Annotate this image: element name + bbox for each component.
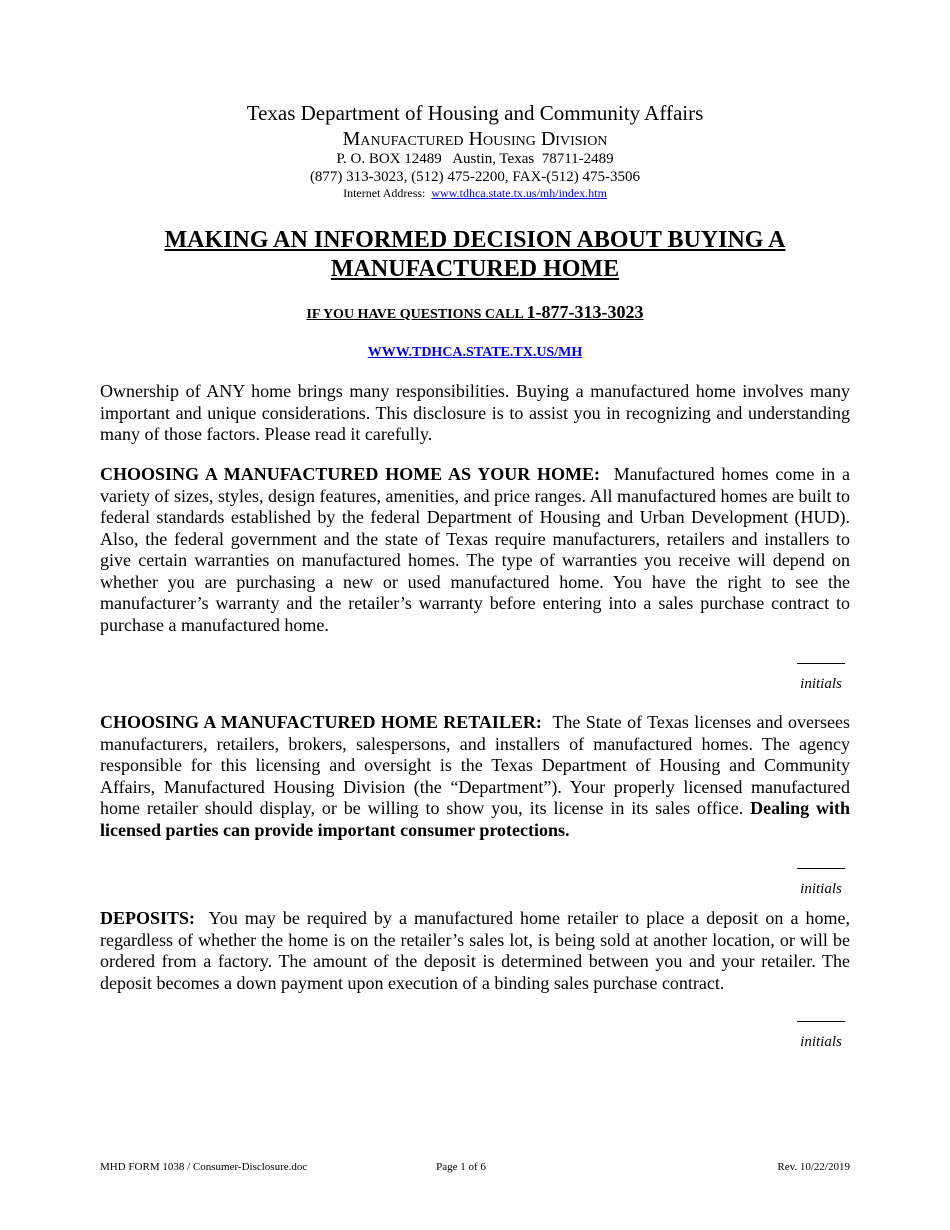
internet-address-label: Internet Address: bbox=[343, 186, 426, 200]
initials-line[interactable] bbox=[797, 663, 845, 664]
questions-call-label: IF YOU HAVE QUESTIONS CALL bbox=[306, 307, 527, 322]
internet-address-link[interactable]: www.tdhca.state.tx.us/mh/index.htm bbox=[431, 186, 607, 200]
phone-numbers: (877) 313-3023, (512) 475-2200, FAX-(512) 475-3506 bbox=[309, 169, 641, 185]
section-heading: CHOOSING A MANUFACTURED HOME RETAILER: bbox=[100, 712, 542, 732]
initials-label: initials bbox=[800, 676, 842, 692]
section-body: Manufactured homes come in a variety of sizes, styles, design features, amenities, and price ranges. All manufactured homes are built to federal standards established by the federal Department of Housing and Urban Development (HUD). Also, the federal government and the state of Texas require manufacturers, retailers and installers to give certain warranties on manufactured homes. The type of warranties you receive will depend on whether you are purchasing a new or used manufactured home. You have the right to see the manufacturer’s warranty and the retailer’s warranty before entering into a sales purchase contract to purchase a manufactured home. bbox=[100, 464, 850, 635]
page-title-line-1: MAKING AN INFORMED DECISION ABOUT BUYING A bbox=[164, 227, 786, 253]
footer-page-number: Page 1 of 6 bbox=[436, 1161, 486, 1173]
initials-block[interactable] bbox=[797, 663, 845, 693]
division-name: Manufactured Housing Division bbox=[342, 128, 608, 150]
mailing-address: P. O. BOX 12489 Austin, Texas 78711-2489 bbox=[336, 151, 614, 167]
initials-label: initials bbox=[800, 881, 842, 897]
footer-revision: Rev. 10/22/2019 bbox=[777, 1161, 850, 1173]
initials-block[interactable] bbox=[797, 868, 845, 898]
initials-line[interactable] bbox=[797, 868, 845, 869]
website-link[interactable]: WWW.TDHCA.STATE.TX.US/MH bbox=[367, 345, 583, 360]
section-choosing-home bbox=[100, 464, 850, 636]
initials-line[interactable] bbox=[797, 1021, 845, 1022]
initials-block[interactable] bbox=[797, 1021, 845, 1051]
section-heading: DEPOSITS: bbox=[100, 908, 196, 928]
section-emphasis: Dealing with licensed parties can provide important consumer protections. bbox=[100, 798, 850, 840]
page-title-line-2: MANUFACTURED HOME bbox=[330, 256, 620, 282]
section-deposits bbox=[100, 908, 850, 994]
section-heading: CHOOSING A MANUFACTURED HOME AS YOUR HOME: bbox=[100, 464, 601, 484]
questions-call-phone: 1-877-313-3023 bbox=[526, 302, 644, 322]
internet-address bbox=[100, 185, 850, 201]
initials-label: initials bbox=[800, 1034, 842, 1050]
questions-call bbox=[100, 302, 850, 323]
page-title bbox=[100, 226, 850, 284]
agency-name: Texas Department of Housing and Community Affairs bbox=[246, 101, 704, 125]
intro-paragraph: Ownership of ANY home brings many responsibilities. Buying a manufactured home involves many important and unique considerations. This disclosure is to assist you in recognizing and understanding many of those factors. Please read it carefully. bbox=[100, 381, 850, 444]
section-body: The State of Texas licenses and oversees manufacturers, retailers, brokers, salespersons, and installers of manufactured homes. The agency responsible for this licensing and oversight is the Texas Department of Housing and Community Affairs, Manufactured Housing Division (the “Department”). Your properly licensed manufactured home retailer should display, or be willing to show you, its license in its sales office. bbox=[100, 712, 850, 818]
website-link-row bbox=[100, 344, 850, 362]
document-page bbox=[100, 0, 850, 1230]
section-body: You may be required by a manufactured home retailer to place a deposit on a home, regardless of whether the home is on the retailer’s sales lot, is being sold at another location, or will be ordered from a factory. The amount of the deposit is determined between you and your retailer. The deposit becomes a down payment upon execution of a binding sales purchase contract. bbox=[100, 908, 850, 993]
footer-form-id: MHD FORM 1038 / Consumer-Disclosure.doc bbox=[100, 1161, 308, 1173]
section-choosing-retailer bbox=[100, 712, 850, 841]
